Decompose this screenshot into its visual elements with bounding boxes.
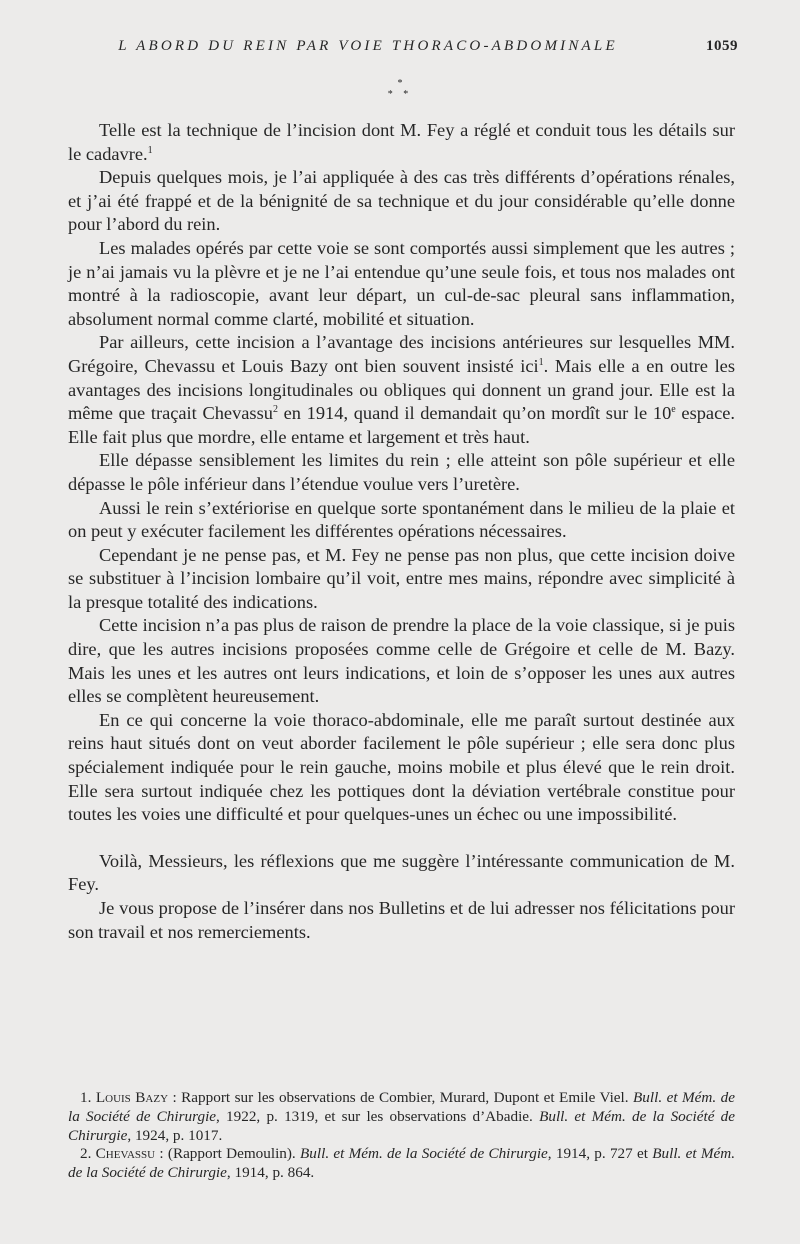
paragraph: Aussi le rein s’extériorise en quelque sorte spontanément dans le milieu de la plaie et on peut y exécuter facilement les différentes opérations nécessaires. <box>68 497 735 542</box>
journal-title: Bull. et Mém. de la Société de Chirurgie <box>300 1145 548 1163</box>
section-asterism <box>0 78 800 100</box>
page-number: 1059 <box>706 38 738 54</box>
asterism-top: * <box>397 78 403 89</box>
footnote-ref: 1 <box>538 356 544 368</box>
body-text <box>68 119 735 944</box>
footnote-ref: 2 <box>272 404 278 415</box>
footnote-ref: 1 <box>147 144 153 156</box>
journal-title: Bull. et Mém. de la Société de Chirurgie <box>68 1107 735 1144</box>
paragraph: Depuis quelques mois, je l’ai appliquée à des cas très différents d’opérations rénales, et j’ai été frappé et de la bénignité de sa technique et du jour considérable qu’elle donne pour l’abord du rein. <box>68 167 735 235</box>
footnotes <box>68 1089 735 1183</box>
paragraph: Cette incision n’a pas plus de raison de prendre la place de la voie classique, si je puis dire, que les autres incisions proposées comme celle de Grégoire et celle de M. Bazy. Mais les unes et les autres ont leurs indications, et loin de s’opposer les unes aux autres elles se complètent heureusement. <box>68 615 735 707</box>
paragraph: Voilà, Messieurs, les réflexions que me suggère l’intéressante communication de M. Fey. <box>68 850 735 895</box>
paragraph: Les malades opérés par cette voie se sont comportés aussi simplement que les autres ; je n’ai jamais vu la plèvre et je ne l’ai entendue qu’une seule fois, et tous nos malades ont montré à la radioscopie, avant leur départ, un cul-de-sac pleural sans inflammation, absolument normal comme clarté, mobilité et situation. <box>68 237 735 329</box>
paragraph: En ce qui concerne la voie thoraco-abdominale, elle me paraît surtout destinée aux reins haut situés dont on veut aborder facilement le pôle supérieur ; elle sera donc plus spécialement indiquée pour le rein gauche, moins mobile et plus élevé que le rein droit. Elle sera surtout indiquée chez les pottiques dont la déviation vertébrale constitue pour toutes les voies une difficulté et pour quelques-unes un échec ou une impossibilité. <box>68 709 735 825</box>
paragraph: Elle dépasse sensiblement les limites du rein ; elle atteint son pôle supérieur et elle dépasse le pôle inférieur dans l’étendue voulue vers l’uretère. <box>68 450 735 494</box>
journal-title: Bull. et Mém. de la Société de Chirurgie <box>68 1089 735 1125</box>
paragraph: Cependant je ne pense pas, et M. Fey ne pense pas non plus, que cette incision doive se substituer à l’incision lombaire qu’il voit, entre mes mains, répondre avec simplicité à la presque totalité des indications. <box>68 544 735 612</box>
running-header <box>68 38 738 60</box>
ordinal-suffix: e <box>671 404 676 415</box>
paragraph: Par ailleurs, cette incision a l’avantage des incisions antérieures sur lesquelles MM. Grégoire, Chevassu et Louis Bazy ont bien souvent insisté ici$^1$. Mais elle a en outre les avantages des incisions longitudinales ou obliques qui donnent un grand jour. Elle est la même que traçait Chevassu$^2$ en 1914, quand il demandait qu’on mordît sur le 10e espace. Elle fait plus que mordre, elle entame et largement et très haut. <box>68 332 736 447</box>
paragraph: Je vous propose de l’insérer dans nos Bulletins et de lui adresser nos félicitations pour son travail et nos remerciements. <box>68 898 735 942</box>
asterism-bottom: * * <box>387 89 413 100</box>
journal-title: Bull. et Mém. de la Société de Chirurgie <box>68 1145 736 1182</box>
footnote-author: Chevassu <box>95 1145 156 1163</box>
footnote: 2. Chevassu : (Rapport Demoulin). Bull. et Mém. de la Société de Chirurgie, 1914, p. 727 et Bull. et Mém. de la Société de Chirurgie, 1914, p. 864. <box>68 1145 736 1182</box>
footnote: 1. Louis Bazy : Rapport sur les observations de Combier, Murard, Dupont et Emile Viel. Bull. et Mém. de la Société de Chirurgie, 1922, p. 1319, et sur les observations d’Abadie. Bull. et Mém. de la Société de Chirurgie, 1924, p. 1017. <box>68 1089 735 1144</box>
footnote-author: Louis Bazy <box>95 1089 169 1106</box>
running-title: L ABORD DU REIN PAR VOIE THORACO-ABDOMINALE <box>118 38 618 54</box>
paragraph: Telle est la technique de l’incision dont M. Fey a réglé et conduit tous les détails sur le cadavre.$^1$ <box>68 120 735 164</box>
